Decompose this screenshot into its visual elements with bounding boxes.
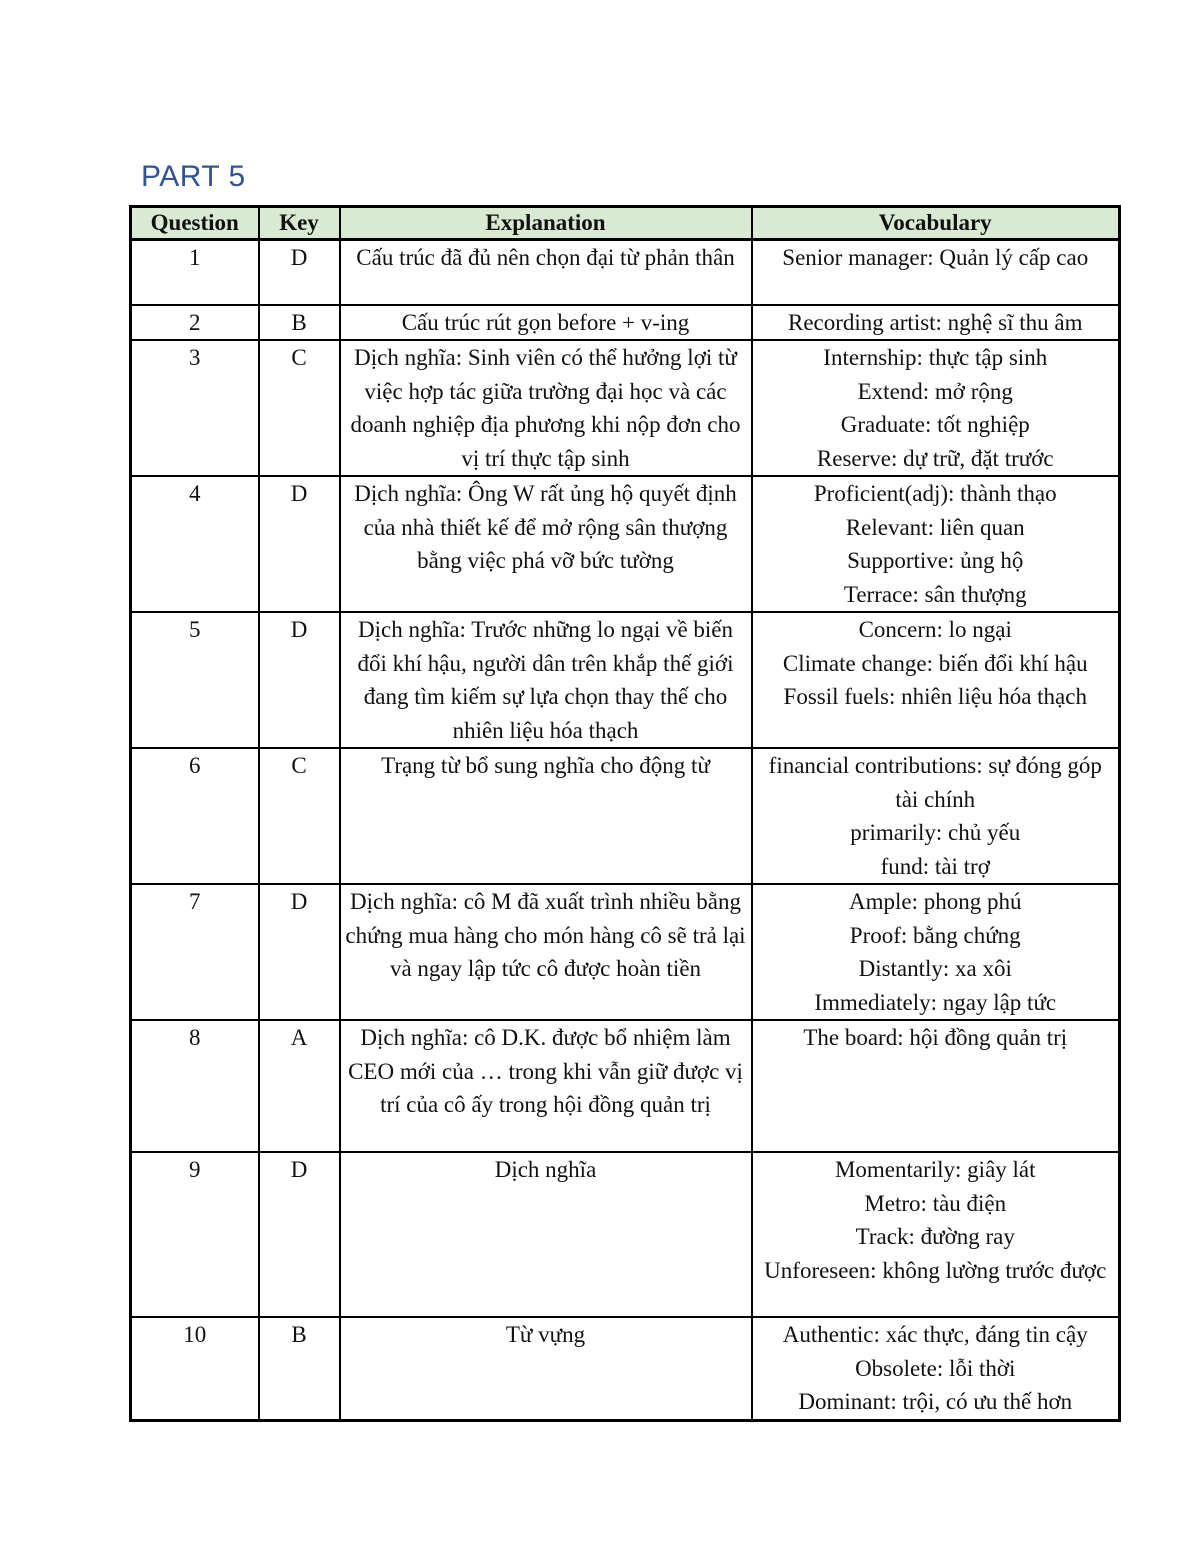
explanation-cell: Cấu trúc rút gọn before + v-ing bbox=[340, 305, 752, 341]
question-number: 3 bbox=[131, 340, 259, 476]
explanation-cell: Dịch nghĩa: Ông W rất ủng hộ quyết định của nhà thiết kế để mở rộng sân thượng bằng việc phá vỡ bức tường bbox=[340, 476, 752, 612]
explanation-cell: Trạng từ bổ sung nghĩa cho động từ bbox=[340, 748, 752, 884]
vocabulary-item: Fossil fuels: nhiên liệu hóa thạch bbox=[783, 684, 1087, 709]
vocabulary-item: Unforeseen: không lường trước được bbox=[764, 1257, 1107, 1283]
vocabulary-item: Supportive: ủng hộ bbox=[847, 548, 1024, 573]
answer-key: D bbox=[259, 612, 340, 748]
answer-key: C bbox=[259, 748, 340, 884]
table-row bbox=[131, 476, 1120, 612]
vocabulary-cell bbox=[752, 476, 1120, 612]
vocabulary-item: Recording artist: nghệ sĩ thu âm bbox=[788, 309, 1083, 335]
vocabulary-item: Proficient(adj): thành thạo bbox=[813, 481, 1057, 506]
explanation-cell: Dịch nghĩa: Sinh viên có thể hưởng lợi từ việc hợp tác giữa trường đại học và các doanh nghiệp địa phương khi nộp đơn cho vị trí thực tập sinh bbox=[340, 340, 752, 476]
vocabulary-item: Terrace: sân thượng bbox=[843, 581, 1027, 607]
header-question: Question bbox=[131, 207, 259, 240]
question-number: 6 bbox=[131, 748, 259, 884]
answer-key: B bbox=[259, 1317, 340, 1420]
vocabulary-item: Momentarily: giây lát bbox=[834, 1157, 1036, 1182]
vocabulary-cell bbox=[752, 884, 1120, 1020]
vocabulary-cell bbox=[752, 240, 1120, 305]
explanation-cell: Dịch nghĩa bbox=[340, 1152, 752, 1317]
vocabulary-cell bbox=[752, 748, 1120, 884]
vocabulary-item: Distantly: xa xôi bbox=[858, 956, 1012, 981]
question-number: 4 bbox=[131, 476, 259, 612]
explanation-cell: Dịch nghĩa: cô D.K. được bổ nhiệm làm CEO mới của … trong khi vẫn giữ được vị trí của cô ấy trong hội đồng quản trị bbox=[340, 1020, 752, 1152]
vocabulary-item: Senior manager: Quản lý cấp cao bbox=[782, 245, 1089, 270]
table-row bbox=[131, 240, 1120, 305]
table-row bbox=[131, 1317, 1120, 1420]
answer-key: B bbox=[259, 305, 340, 341]
vocabulary-item: Internship: thực tập sinh bbox=[823, 345, 1048, 370]
vocabulary-cell bbox=[752, 305, 1120, 341]
answer-key-table bbox=[129, 205, 1121, 1422]
vocabulary-item: Reserve: dự trữ, đặt trước bbox=[816, 445, 1054, 471]
header-key: Key bbox=[259, 207, 340, 240]
table-row bbox=[131, 305, 1120, 341]
question-number: 2 bbox=[131, 305, 259, 341]
table-row bbox=[131, 1020, 1120, 1152]
table-row bbox=[131, 884, 1120, 1020]
vocabulary-item: Metro: tàu điện bbox=[864, 1190, 1007, 1216]
explanation-cell: Cấu trúc đã đủ nên chọn đại từ phản thân bbox=[340, 240, 752, 305]
vocabulary-cell bbox=[752, 1020, 1120, 1152]
vocabulary-cell bbox=[752, 1152, 1120, 1317]
table-row bbox=[131, 1152, 1120, 1317]
vocabulary-item: Obsolete: lỗi thời bbox=[855, 1355, 1016, 1381]
vocabulary-item: Authentic: xác thực, đáng tin cậy bbox=[782, 1322, 1088, 1347]
vocabulary-item: Relevant: liên quan bbox=[845, 514, 1025, 540]
question-number: 10 bbox=[131, 1317, 259, 1420]
question-number: 8 bbox=[131, 1020, 259, 1152]
vocabulary-item: fund: tài trợ bbox=[880, 853, 990, 879]
table-row bbox=[131, 340, 1120, 476]
answer-key: C bbox=[259, 340, 340, 476]
vocabulary-item: Climate change: biến đổi khí hậu bbox=[782, 650, 1088, 676]
vocabulary-item: The board: hội đồng quản trị bbox=[803, 1025, 1068, 1050]
vocabulary-cell bbox=[752, 612, 1120, 748]
vocabulary-item: Track: đường ray bbox=[855, 1224, 1015, 1249]
question-number: 5 bbox=[131, 612, 259, 748]
answer-key: D bbox=[259, 884, 340, 1020]
table-header-row bbox=[131, 207, 1120, 240]
header-explanation: Explanation bbox=[340, 207, 752, 240]
answer-key: D bbox=[259, 240, 340, 305]
table-row bbox=[131, 748, 1120, 884]
table-row bbox=[131, 612, 1120, 748]
vocabulary-item: Ample: phong phú bbox=[849, 889, 1022, 914]
explanation-cell: Dịch nghĩa: Trước những lo ngại về biến đổi khí hậu, người dân trên khắp thế giới đang tìm kiếm sự lựa chọn thay thế cho nhiên liệu hóa thạch bbox=[340, 612, 752, 748]
vocabulary-item: Graduate: tốt nghiệp bbox=[840, 412, 1030, 437]
vocabulary-item: Dominant: trội, có ưu thế hơn bbox=[798, 1389, 1073, 1414]
page-heading: PART 5 bbox=[141, 160, 246, 193]
vocabulary-cell bbox=[752, 1317, 1120, 1420]
vocabulary-item: Extend: mở rộng bbox=[857, 378, 1013, 404]
explanation-cell: Từ vựng bbox=[340, 1317, 752, 1420]
answer-key: D bbox=[259, 476, 340, 612]
answer-key: A bbox=[259, 1020, 340, 1152]
vocabulary-item: Immediately: ngay lập tức bbox=[814, 989, 1057, 1015]
question-number: 9 bbox=[131, 1152, 259, 1317]
vocabulary-cell bbox=[752, 340, 1120, 476]
vocabulary-item: primarily: chủ yếu bbox=[850, 820, 1021, 845]
question-number: 7 bbox=[131, 884, 259, 1020]
vocabulary-item: Proof: bằng chứng bbox=[849, 922, 1021, 948]
answer-key: D bbox=[259, 1152, 340, 1317]
vocabulary-item: Concern: lo ngại bbox=[858, 617, 1012, 642]
header-vocabulary: Vocabulary bbox=[752, 207, 1120, 240]
question-number: 1 bbox=[131, 240, 259, 305]
vocabulary-item: financial contributions: sự đóng góp tài chính bbox=[768, 753, 1102, 812]
explanation-cell: Dịch nghĩa: cô M đã xuất trình nhiều bằng chứng mua hàng cho món hàng cô sẽ trả lại và ngay lập tức cô được hoàn tiền bbox=[340, 884, 752, 1020]
